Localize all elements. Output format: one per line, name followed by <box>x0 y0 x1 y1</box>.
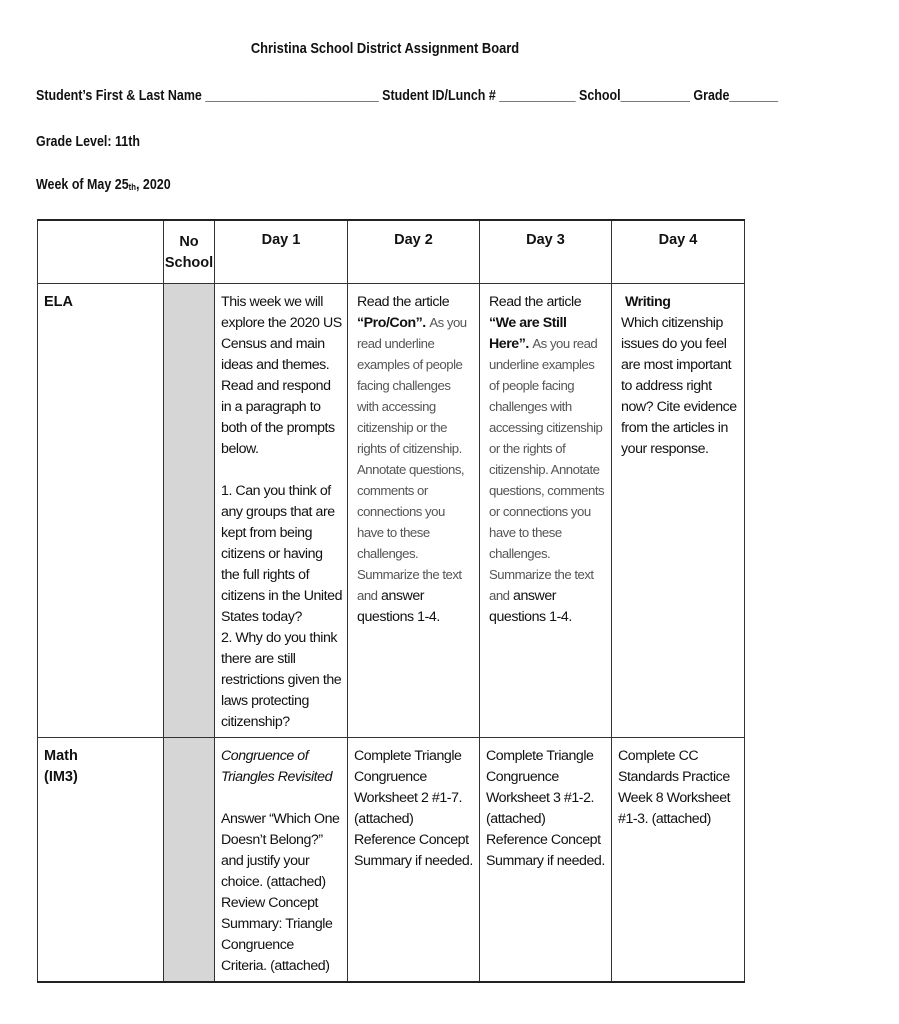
header-subject <box>38 220 164 283</box>
ela-day-4 <box>612 283 745 737</box>
ela-day2-lead: Read the article <box>357 293 450 310</box>
header-day-1: Day 1 <box>215 220 348 283</box>
ela-day2-tail: answer questions 1-4. <box>357 587 440 625</box>
week-of <box>36 177 193 193</box>
assignment-table <box>37 219 745 983</box>
grade-blank[interactable]: _______ <box>729 88 779 104</box>
ela-day4-body: Which citizenship issues do you feel are most important to address right now? Cite evidence from the articles in your response. <box>621 314 737 457</box>
ela-day1-intro: This week we will explore the 2020 US Census and main ideas and themes. Read and respond in a paragraph to both of the prompts below. <box>221 293 342 457</box>
header-day-2: Day 2 <box>348 220 480 283</box>
grade-label: Grade <box>693 88 730 104</box>
header-day-4: Day 4 <box>612 220 745 283</box>
name-blank[interactable]: _________________________ <box>205 88 379 104</box>
ela-day2-article: “Pro/Con”. <box>357 314 426 331</box>
week-prefix: Week of May 25 <box>36 177 129 193</box>
ela-day3-tail: answer questions 1-4. <box>489 587 572 625</box>
table-header-row <box>38 220 745 283</box>
ela-day-3 <box>480 283 612 737</box>
student-info-fields <box>36 88 899 104</box>
school-label: School <box>579 88 621 104</box>
header-no-school: No School <box>164 220 215 283</box>
student-id-blank[interactable]: ___________ <box>499 88 576 104</box>
math-day-4: Complete CC Standards Practice Week 8 Worksheet #1-3. (attached) <box>612 737 745 982</box>
school-blank[interactable]: __________ <box>620 88 690 104</box>
ela-day-1 <box>215 283 348 737</box>
table-row-ela <box>38 283 745 737</box>
no-school-cell-ela <box>164 283 215 737</box>
name-label: Student’s First & Last Name <box>36 88 202 104</box>
table-row-math <box>38 737 745 982</box>
ela-day1-question-2: 2. Why do you think there are still restrictions given the laws protecting citizenship? <box>221 629 342 730</box>
subject-math: Math (IM3) <box>38 737 164 982</box>
no-school-cell-math <box>164 737 215 982</box>
week-year: , 2020 <box>135 177 171 193</box>
math-day1-title: Congruence of Triangles Revisited <box>221 747 333 785</box>
ela-day-2 <box>348 283 480 737</box>
grade-level: Grade Level: 11th <box>36 134 140 150</box>
ela-day1-question-1: 1. Can you think of any groups that are kept from being citizens or having the full rights of citizens in the United States today? <box>221 482 343 625</box>
week-suffix: th <box>128 182 136 192</box>
math-day-3: Complete Triangle Congruence Worksheet 3 #1-2. (attached) Reference Concept Summary if needed. <box>480 737 612 982</box>
ela-day3-body: As you read underline examples of people facing challenges with accessing citizenship or the rights of citizenship. Annotate questions, comments or connections you have to these challenges. Summarize the text and <box>489 335 605 603</box>
math-day-1 <box>215 737 348 982</box>
student-id-label: Student ID/Lunch # <box>382 88 496 104</box>
ela-day4-heading: Writing <box>625 293 671 310</box>
subject-ela: ELA <box>38 283 164 737</box>
ela-day3-article: “We are Still Here”. <box>489 314 567 352</box>
ela-day2-body: As you read underline examples of people facing challenges with accessing citizenship or the rights of citizenship. Annotate questions, comments or connections you have to these challenges. Summarize the text and <box>357 314 467 603</box>
student-info-line <box>36 88 778 104</box>
document-title: Christina School District Assignment Board <box>250 40 520 57</box>
header-day-3: Day 3 <box>480 220 612 283</box>
math-day-2: Complete Triangle Congruence Worksheet 2 #1-7. (attached) Reference Concept Summary if needed. <box>348 737 480 982</box>
ela-day3-lead: Read the article <box>489 293 582 310</box>
math-day1-body: Answer “Which One Doesn’t Belong?” and justify your choice. (attached) Review Concept Summary: Triangle Congruence Criteria. (attached) <box>221 810 340 974</box>
